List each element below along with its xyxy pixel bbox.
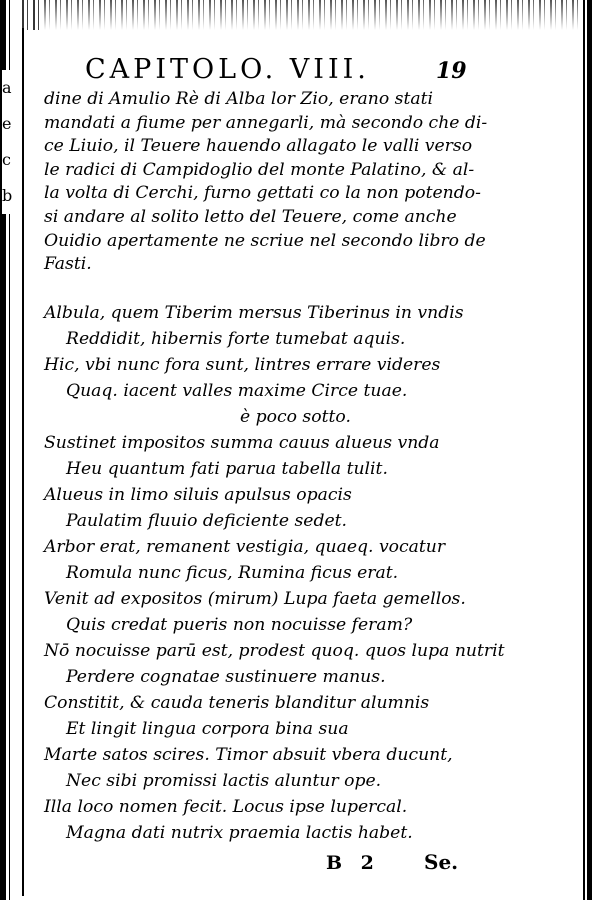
- prose-paragraph: [44, 88, 536, 277]
- verse-line: Paulatim fluuio deficiente sedet.: [66, 511, 348, 531]
- verse-line: Nō nocuisse parū est, prodest quoq. quos lupa nutrit: [44, 641, 505, 661]
- page-number: 19: [436, 58, 467, 84]
- verse-line: Alueus in limo siluis apulsus opacis: [44, 485, 352, 505]
- verse-interjection: è poco sotto.: [240, 407, 351, 427]
- verse-line: Arbor erat, remanent vestigia, quaeq. vocatur: [44, 537, 446, 557]
- verse-line: Quaq. iacent valles maxime Circe tuae.: [66, 381, 408, 401]
- margin-marks: [2, 70, 16, 214]
- prose-line: ce Liuio, il Teuere hauendo allagato le valli verso: [44, 136, 473, 157]
- verse-line: Marte satos scires. Timor absuit vbera ducunt,: [44, 745, 453, 765]
- verse-line: Heu quantum fati parua tabella tulit.: [66, 459, 388, 479]
- prose-line: mandati a fiume per annegarli, mà secondo che di-: [44, 112, 488, 133]
- running-head: CAPITOLO. VIII.: [85, 54, 370, 85]
- prose-line: dine di Amulio Rè di Alba lor Zio, erano stati: [44, 89, 434, 109]
- verse-line: Perdere cognatae sustinuere manus.: [66, 667, 386, 687]
- verse-quotation: [44, 300, 544, 846]
- verse-line: Venit ad expositos (mirum) Lupa faeta gemellos.: [44, 589, 466, 609]
- prose-line: Ouidio apertamente ne scriue nel secondo libro de: [44, 230, 486, 251]
- scan-top-edge-fade: [40, 0, 580, 30]
- margin-mark: a: [2, 78, 12, 97]
- verse-line: Quis credat pueris non nocuisse feram?: [66, 615, 413, 635]
- verse-line: Illa loco nomen fecit. Locus ipse lupercal.: [44, 797, 408, 817]
- verse-line: Et lingit lingua corpora bina sua: [66, 719, 349, 739]
- verse-line: Magna dati nutrix praemia lactis habet.: [66, 823, 413, 843]
- margin-mark: c: [2, 150, 11, 169]
- signature-mark: B 2: [326, 852, 380, 874]
- scan-right-edge: [578, 0, 592, 900]
- catchword: Se.: [424, 850, 459, 874]
- verse-line: Reddidit, hibernis forte tumebat aquis.: [66, 329, 406, 349]
- verse-line: Romula nunc ficus, Rumina ficus erat.: [66, 563, 399, 583]
- prose-line: la volta di Cerchi, furno gettati co la non potendo-: [44, 183, 481, 204]
- verse-line: Albula, quem Tiberim mersus Tiberinus in vndis: [44, 303, 464, 323]
- verse-line: Constitit, & cauda teneris blanditur alumnis: [44, 693, 430, 713]
- prose-line: Fasti.: [44, 254, 92, 275]
- margin-mark: b: [2, 186, 13, 205]
- prose-line: si andare al solito letto del Teuere, come anche: [44, 206, 457, 227]
- verse-line: Hic, vbi nunc fora sunt, lintres errare videres: [44, 355, 441, 375]
- verse-line: Nec sibi promissi lactis aluntur ope.: [66, 771, 382, 791]
- prose-line: le radici di Campidoglio del monte Palatino, & al-: [44, 159, 475, 180]
- verse-line: Sustinet impositos summa cauus alueus vnda: [44, 433, 440, 453]
- margin-mark: e: [2, 114, 12, 133]
